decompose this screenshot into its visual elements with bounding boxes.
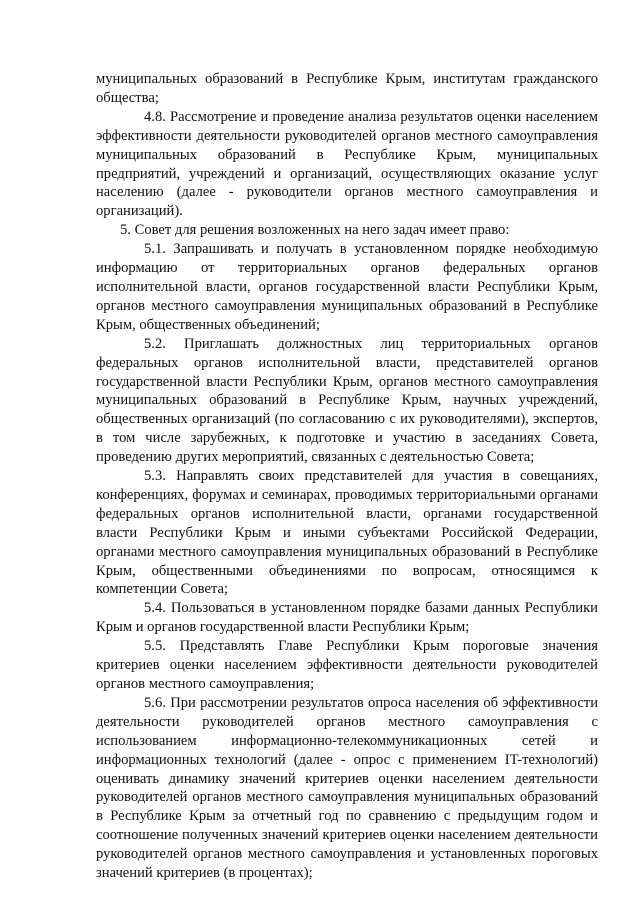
paragraph-4-8: 4.8. Рассмотрение и проведение анализа результатов оценки населением эффективности деятельности руководителей органов местного самоуправления муниципальных образований в Республике Крым, муниципальных предприятий, учреждений и организаций, осуществляющих оказание услуг населению (далее - руководители органов местного самоуправления и организаций). (96, 108, 598, 220)
paragraph-5-3: 5.3. Направлять своих представителей для участия в совещаниях, конференциях, форумах и семинарах, проводимых территориальными органами федеральных органов исполнительной власти, органами государственной власти Республики Крым и иными субъектами Российской Федерации, органами местного самоуправления муниципальных образований в Республике Крым, общественными объединениями по вопросам, относящимся к компетенции Совета; (96, 468, 598, 598)
paragraph-5: 5. Совет для решения возложенных на него задач имеет право: (120, 222, 510, 239)
paragraph-5-2: 5.2. Приглашать должностных лиц территориальных органов федеральных органов исполнительной власти, представителей органов государственной власти Республики Крым, органов местного самоуправления муниципальных образований в Республике Крым, научных учреждений, общественных организаций (по согласованию с их руководителями), экспертов, в том числе зарубежных, к подготовке и участию в заседаниях Совета, проведению других мероприятий, связанных с деятельностью Совета; (96, 335, 598, 466)
paragraph-5-5: 5.5. Представлять Главе Республики Крым пороговые значения критериев оценки населением эффективности деятельности руководителей органов местного самоуправления; (96, 638, 598, 692)
paragraph-continuation: муниципальных образований в Республике Крым, институтам гражданского общества; (96, 71, 598, 106)
document-body (96, 70, 598, 883)
paragraph-5-1: 5.1. Запрашивать и получать в установленном порядке необходимую информацию от территориальных органов федеральных органов исполнительной власти, органов государственной власти Республики Крым, органов местного самоуправления муниципальных образований в Республике Крым, общественных объединений; (96, 241, 598, 333)
paragraph-5-6: 5.6. При рассмотрении результатов опроса населения об эффективности деятельности руководителей органов местного самоуправления с использованием информационно-телекоммуникационных сетей и информационных технологий (далее - опрос с применением IT-технологий) оценивать динамику значений критериев оценки населением деятельности руководителей органов местного самоуправления муниципальных образований в Республике Крым за отчетный год по сравнению с предыдущим годом и соотношение полученных значений критериев оценки населением деятельности руководителей органов местного самоуправления и установленных пороговых значений критериев (в процентах); (96, 694, 598, 882)
paragraph-5-4: 5.4. Пользоваться в установленном порядке базами данных Республики Крым и органов государственной власти Республики Крым; (96, 600, 598, 636)
